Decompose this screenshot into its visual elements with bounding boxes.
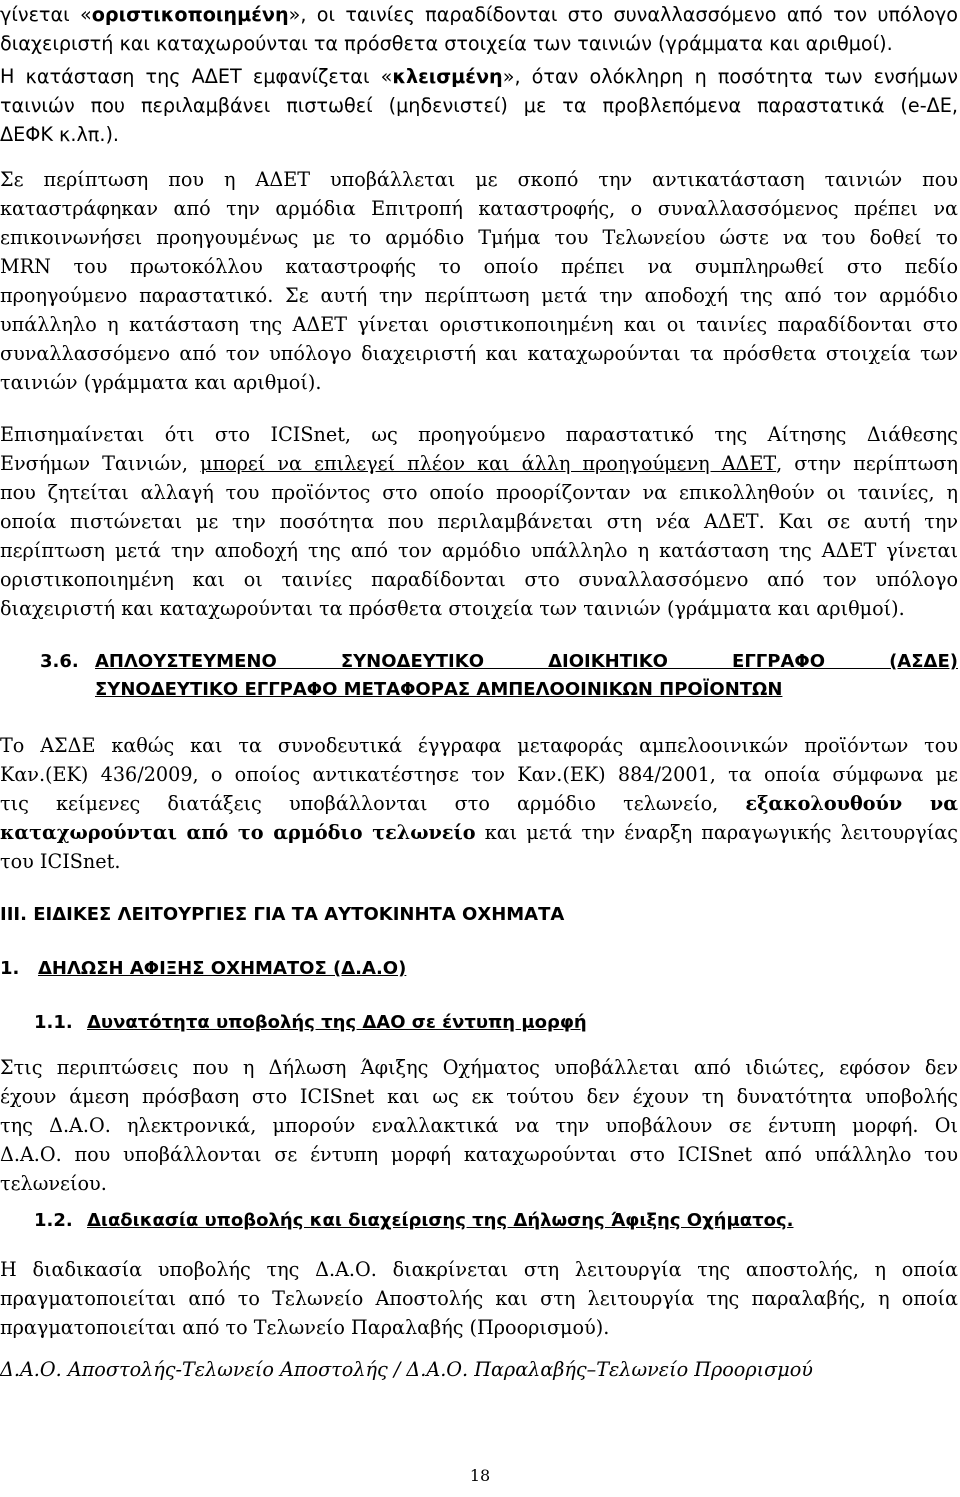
text-line: της Δ.Α.Ο. ηλεκτρονικά, μπορούν εναλλακτικά να την υποβάλουν σε έντυπη μορφή. Οι <box>0 1114 958 1137</box>
text-line: Σε περίπτωση που η ΑΔΕΤ υποβάλλεται με σκοπό την αντικατάσταση ταινιών που <box>0 168 958 191</box>
text-line: περίπτωση μετά την αποδοχή της από τον αρμόδιο υπάλληλο η κατάσταση της ΑΔΕΤ γίνεται <box>0 539 958 562</box>
section-heading-iii: III. ΕΙΔΙΚΕΣ ΛΕΙΤΟΥΡΓΙΕΣ ΓΙΑ ΤΑ ΑΥΤΟΚΙΝΗΤΑ ΟΧΗΜΑΤΑ <box>0 904 565 925</box>
text-line: καταστράφηκαν από την αρμόδια Επιτροπή καταστροφής, ο συναλλασσόμενος πρέπει να <box>0 197 958 220</box>
paragraph-replacement <box>0 165 958 397</box>
text: τις κείμενες διατάξεις υποβάλλονται στο αρμόδιο τελωνείο, <box>0 792 746 815</box>
text-line: Στις περιπτώσεις που η Δήλωση Άφιξης Οχήματος υποβάλλεται από ιδιώτες, εφόσον δεν <box>0 1056 958 1079</box>
text-line: διαχειριστή και καταχωρούνται τα πρόσθετα στοιχεία των ταινιών (γράμματα και αριθμοί). <box>0 597 905 620</box>
heading-text: ΔΗΛΩΣΗ ΑΦΙΞΗΣ ΟΧΗΜΑΤΟΣ (Δ.Α.Ο) <box>38 958 407 979</box>
text-line: Επισημαίνεται ότι στο ICISnet, ως προηγούμενο παραστατικό της Αίτησης Διάθεσης <box>0 423 958 446</box>
text-line: προηγούμενο παραστατικό. Σε αυτή την περίπτωση μετά την αποδοχή της από τον αρμόδιο <box>0 284 958 307</box>
text: Ενσήμων Ταινιών, <box>0 452 200 475</box>
section-number: 1.2. <box>34 1210 73 1231</box>
text-line: οριστικοποιημένη και οι ταινίες παραδίδονται στο συναλλασσόμενο από τον υπόλογο <box>0 568 958 591</box>
paragraph-printed-dao <box>0 1053 958 1198</box>
text-line: Δ.Α.Ο. που υποβάλλονται σε έντυπη μορφή καταχωρούνται στο ICISnet από υπάλληλο του <box>0 1143 958 1166</box>
paragraph-icisnet <box>0 420 958 623</box>
text-line: συναλλασσόμενο από τον υπόλογο διαχειριστή και καταχωρούνται τα πρόσθετα στοιχεία των <box>0 342 958 365</box>
paragraph-dao-types <box>0 1355 958 1384</box>
text-line: Το ΑΣΔΕ καθώς και τα συνοδευτικά έγγραφα μεταφοράς αμπελοοινικών προϊόντων του <box>0 734 958 757</box>
text-line: διαχειριστή και καταχωρούνται τα πρόσθετα στοιχεία των ταινιών (γράμματα και αριθμοί). <box>0 32 893 55</box>
text-line: MRN του πρωτοκόλλου καταστροφής το οποίο πρέπει να συμπληρωθεί στο πεδίο <box>0 255 958 278</box>
text-line: υπάλληλο η κατάσταση της ΑΔΕΤ γίνεται οριστικοποιημένη και οι ταινίες παραδίδονται στο <box>0 313 958 336</box>
paragraph-procedure <box>0 1255 958 1342</box>
text-line: ΔΕΦΚ κ.λπ.). <box>0 123 120 146</box>
text: , στην περίπτωση <box>776 452 958 475</box>
term-finalized: οριστικοποιημένη <box>91 3 289 26</box>
heading-text: Διαδικασία υποβολής και διαχείρισης της Δήλωσης Άφιξης Οχήματος. <box>87 1210 794 1231</box>
section-heading-3-6 <box>40 648 958 704</box>
text-line: Καν.(ΕΚ) 436/2009, ο οποίος αντικατέστησε τον Καν.(ΕΚ) 884/2001, τα οποία σύμφωνα με <box>0 763 958 786</box>
page-number: 18 <box>469 1466 491 1485</box>
text-line: οποία πιστώνεται με την ποσότητα που περιλαμβάνεται στη νέα ΑΔΕΤ. Και σε αυτή την <box>0 510 958 533</box>
text-line: ταινιών (γράμματα και αριθμοί). <box>0 371 322 394</box>
section-number: 3.6. <box>40 651 79 672</box>
text-line: έχουν άμεση πρόσβαση στο ICISnet και ως εκ τούτου δεν έχουν τη δυνατότητα υποβολής <box>0 1085 958 1108</box>
paragraph-asde <box>0 731 958 876</box>
text-line: ταινιών που περιλαμβάνει πιστωθεί (μηδενιστεί) με τα προβλεπόμενα παραστατικά (e-ΔΕ, <box>0 94 958 117</box>
section-number: 1.1. <box>34 1012 73 1033</box>
text-line: Η διαδικασία υποβολής της Δ.Α.Ο. διακρίνεται στη λειτουργία της αποστολής, η οποία <box>0 1258 958 1281</box>
text: », οι ταινίες παραδίδονται στο συναλλασσόμενο από τον υπόλογο <box>288 3 959 26</box>
heading-text: ΣΥΝΟΔΕΥΤΙΚΟ ΕΓΓΡΑΦΟ ΜΕΤΑΦΟΡΑΣ ΑΜΠΕΛΟΟΙΝΙΚΩΝ ΠΡΟΪΟΝΤΩΝ <box>95 679 783 700</box>
text: », όταν ολόκληρη η ποσότητα των ενσήμων <box>502 65 958 88</box>
section-number: 1. <box>0 958 20 979</box>
text: και μετά την έναρξη παραγωγικής λειτουργίας <box>475 821 958 844</box>
section-heading-1 <box>0 955 406 983</box>
text-line: που ζητείται αλλαγή του προϊόντος στο οποίο προορίζονταν να επικολληθούν οι ταινίες, η <box>0 481 958 504</box>
section-heading-1-2 <box>34 1207 793 1235</box>
text: γίνεται « <box>0 3 92 26</box>
section-heading-1-1 <box>34 1009 587 1037</box>
paragraph-closed <box>0 62 958 149</box>
paragraph-finalized <box>0 0 958 58</box>
heading-text: ΑΠΛΟΥΣΤΕΥΜΕΝΟ ΣΥΝΟΔΕΥΤΙΚΟ ΔΙΟΙΚΗΤΙΚΟ ΕΓΓΡΑΦΟ (ΑΣΔΕ) <box>95 651 958 672</box>
text-line: τελωνείου. <box>0 1172 107 1195</box>
text-line: πραγματοποιείται από το Τελωνείο Παραλαβής (Προορισμού). <box>0 1316 610 1339</box>
text: Η κατάσταση της ΑΔΕΤ εμφανίζεται « <box>0 65 393 88</box>
text-line: επικοινωνήσει προηγουμένως με το αρμόδιο Τμήμα του Τελωνείου ώστε να του δοθεί το <box>0 226 958 249</box>
emphasis: εξακολουθούν να <box>745 792 958 815</box>
emphasis: καταχωρούνται από το αρμόδιο τελωνείο <box>0 821 476 844</box>
text-line: Δ.Α.Ο. Αποστολής-Τελωνείο Αποστολής / Δ.Α.Ο. Παραλαβής–Τελωνείο Προορισμού <box>0 1358 813 1381</box>
term-closed: κλεισμένη <box>392 65 503 88</box>
heading-text: Δυνατότητα υποβολής της ΔΑΟ σε έντυπη μορφή <box>87 1012 587 1033</box>
text-line: του ICISnet. <box>0 850 121 873</box>
underlined-phrase: μπορεί να επιλεγεί πλέον και άλλη προηγούμενη ΑΔΕΤ <box>199 452 777 475</box>
text-line: πραγματοποιείται από το Τελωνείο Αποστολής και στη λειτουργία της παραλαβής, η οποία <box>0 1287 958 1310</box>
